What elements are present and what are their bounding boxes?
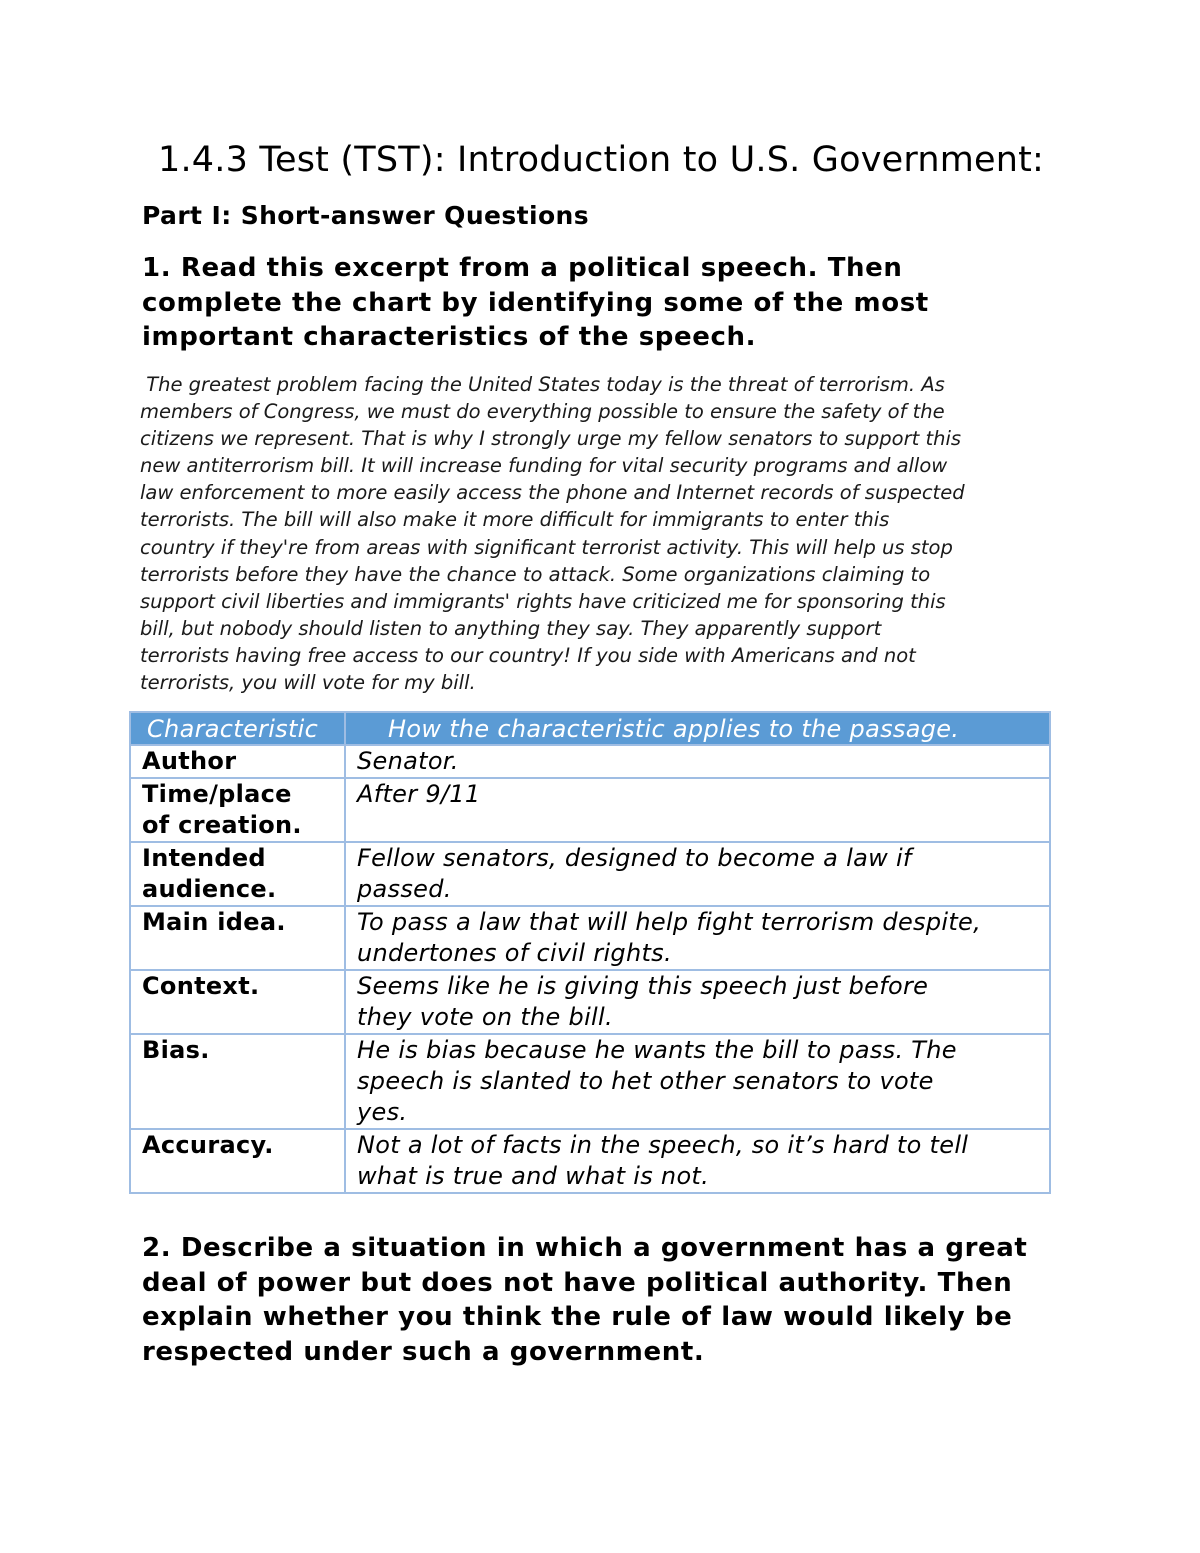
characteristic-cell (130, 906, 345, 970)
cell-line: what is true and what is not. (357, 1162, 710, 1190)
excerpt-line: terrorists. The bill will also make it more difficult for immigrants to enter this (140, 508, 890, 532)
characteristic-cell (130, 1129, 345, 1193)
cell-line: To pass a law that will help fight terrorism despite, (357, 908, 982, 936)
value-cell (345, 842, 1050, 906)
cell-line: audience. (142, 875, 277, 903)
table-row (130, 1034, 1050, 1129)
chart-header-characteristic: Characteristic (130, 712, 345, 745)
table-row (130, 1129, 1050, 1193)
cell-line: speech is slanted to het other senators to vote (357, 1067, 934, 1095)
excerpt-line: terrorists, you will vote for my bill. (140, 671, 476, 695)
value-cell (345, 745, 1050, 778)
excerpt-line: bill, but nobody should listen to anything they say. They apparently support (140, 616, 882, 640)
cell-line: Fellow senators, designed to become a law if (357, 844, 912, 872)
cell-line: of creation. (142, 811, 302, 839)
characteristic-cell (130, 842, 345, 906)
table-row (130, 906, 1050, 970)
excerpt-line: citizens we represent. That is why I strongly urge my fellow senators to support this (140, 427, 962, 451)
cell-line: they vote on the bill. (357, 1003, 613, 1031)
excerpt-line: support civil liberties and immigrants' rights have criticized me for sponsoring this (140, 589, 946, 613)
value-cell (345, 906, 1050, 970)
cell-line: Seems like he is giving this speech just before (357, 972, 929, 1000)
table-row (130, 842, 1050, 906)
excerpt-line: The greatest problem facing the United States today is the threat of terrorism. As (140, 373, 945, 396)
characteristic-cell (130, 1034, 345, 1129)
table-row (130, 970, 1050, 1034)
part-heading: Part I: Short-answer Questions (142, 201, 590, 230)
cell-line: After 9/11 (357, 780, 481, 808)
excerpt-line: terrorists before they have the chance to attack. Some organizations claiming to (140, 562, 931, 586)
value-cell (345, 778, 1050, 842)
value-cell (345, 970, 1050, 1034)
question-2-line: deal of power but does not have political authority. Then (142, 1267, 1013, 1298)
excerpt-line: law enforcement to more easily access the phone and Internet records of suspected (140, 481, 965, 505)
question-2-line: 2. Describe a situation in which a government has a great (142, 1233, 1028, 1263)
cell-line: undertones of civil rights. (357, 939, 672, 967)
cell-line: Context. (142, 972, 260, 1000)
speech-excerpt (140, 371, 1070, 696)
excerpt-line: terrorists having free access to our country! If you side with Americans and not (140, 643, 916, 667)
cell-line: Bias. (142, 1036, 210, 1064)
excerpt-line: members of Congress, we must do everything possible to ensure the safety of the (140, 400, 945, 424)
question-2 (142, 1231, 1027, 1369)
excerpt-line: new antiterrorism bill. It will increase funding for vital security programs and allow (140, 454, 948, 478)
cell-line: yes. (357, 1098, 408, 1126)
question-1-line: important characteristics of the speech. (142, 322, 757, 352)
value-cell (345, 1129, 1050, 1193)
cell-line: Senator. (357, 747, 459, 775)
question-1 (142, 251, 929, 355)
question-1-line: complete the chart by identifying some of the most (142, 287, 929, 318)
table-row (130, 778, 1050, 842)
chart-header-row (130, 712, 1050, 745)
cell-line: He is bias because he wants the bill to pass. The (357, 1036, 957, 1064)
cell-line: Main idea. (142, 908, 286, 936)
cell-line: Intended (142, 844, 266, 872)
cell-line: Not a lot of facts in the speech, so it’s hard to tell (357, 1131, 969, 1159)
value-cell (345, 1034, 1050, 1129)
characteristics-chart (129, 711, 1051, 1194)
excerpt-line: country if they're from areas with significant terrorist activity. This will help us stop (140, 535, 953, 559)
cell-line: Author (142, 747, 237, 775)
cell-line: Time/place (142, 780, 292, 808)
cell-line: Accuracy. (142, 1131, 274, 1159)
characteristic-cell (130, 745, 345, 778)
table-row (130, 745, 1050, 778)
document-title: 1.4.3 Test (TST): Introduction to U.S. Government: (158, 140, 1045, 180)
question-1-line: 1. Read this excerpt from a political speech. Then (142, 253, 903, 283)
cell-line: passed. (357, 875, 452, 903)
chart-header-application: How the characteristic applies to the passage. (345, 712, 1050, 745)
characteristic-cell (130, 970, 345, 1034)
question-2-line: respected under such a government. (142, 1336, 705, 1367)
characteristic-cell (130, 778, 345, 842)
question-2-line: explain whether you think the rule of law would likely be (142, 1302, 1013, 1332)
